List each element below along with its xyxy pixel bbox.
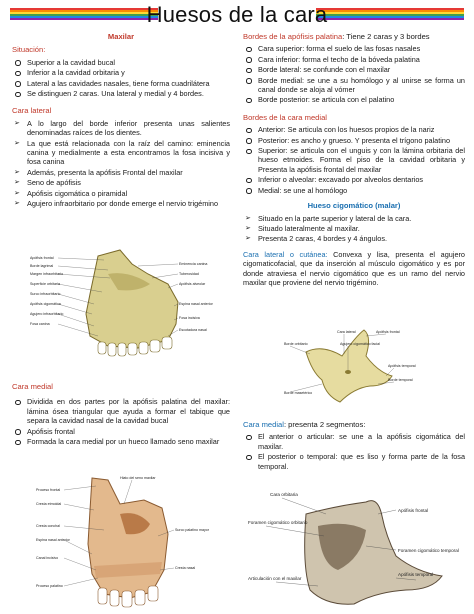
cara-lateral-lead: Cara lateral o cutánea:	[243, 249, 328, 259]
figure-label: Proceso palatino	[36, 584, 63, 588]
bordes-palatina-title: Bordes de la apófisis palatina	[243, 32, 343, 41]
cigomatico-list	[243, 214, 465, 244]
list-item: ➢ La que está relacionada con la raíz del camino: eminencia canina y medialmente a esta encontramos la fosa incisiva y fosa canina	[12, 139, 230, 167]
figure-label: Surco infraorbitario	[30, 292, 61, 296]
figure-label: Apófisis alveolar	[179, 282, 206, 286]
figure-label: Cara lateral	[337, 330, 356, 334]
maxilla-medial-figure	[34, 474, 220, 610]
figure-label: Fosa canina	[30, 322, 50, 326]
list-item: ➢ Situado en la parte superior y lateral de la cara.	[243, 214, 465, 223]
cara-lateral-paragraph	[243, 250, 465, 288]
cara-medial-lead: Cara medial	[243, 420, 284, 429]
figure-label: Agujero cigomático facial	[340, 342, 380, 346]
figure-label: Apófisis frontal	[376, 330, 400, 334]
figure-label: Foramen cigomático temporal	[398, 548, 459, 553]
cara-medial-list	[12, 397, 230, 446]
list-item: Superior: se articula con el unguis y con la lámina orbitaria del hueso etmoides. Forma el piso de la cavidad orbitaria y Presenta la apófisis frontal del maxilar	[243, 146, 465, 174]
list-item: Borde lateral: se confunde con el maxilar	[243, 65, 465, 74]
figure-label: Apófisis temporal	[388, 364, 416, 368]
list-item: Cara superior: forma el suelo de las fosas nasales	[243, 44, 465, 53]
cara-medial-heading	[243, 420, 465, 429]
bordes-medial-list	[243, 125, 465, 195]
figure-label: Eminencia canina	[179, 262, 208, 266]
figure-label: Apófisis frontal	[398, 508, 429, 513]
cara-lateral-heading: Cara lateral	[12, 106, 52, 116]
list-item: El anterior o articular: se une a la apófisis cigomática del maxilar.	[243, 432, 465, 451]
zygomatic-medial-figure	[246, 486, 468, 610]
situacion-heading: Situación:	[12, 45, 46, 55]
figure-label: Hiato del seno maxilar	[120, 476, 156, 480]
figure-label: Superficie orbitaria	[30, 282, 60, 286]
figure-label: Margen infraorbitario	[30, 272, 64, 276]
figure-label: Espina nasal anterior	[179, 302, 213, 306]
figure-label: Agujero infraorbitario	[30, 312, 64, 316]
figure-label: Borde masetérico	[284, 391, 313, 395]
figure-label: Cara orbitaria	[270, 492, 298, 497]
list-item: Inferior a la cavidad orbitaria y	[12, 68, 230, 77]
bordes-medial-heading: Bordes de la cara medial	[243, 112, 327, 122]
figure-label: Foramen cigomático orbitario	[248, 520, 308, 525]
page-title: Huesos de la cara	[146, 2, 328, 27]
bordes-palatina-suffix: : Tiene 2 caras y 3 bordes	[342, 32, 430, 41]
cara-medial-heading: Cara medial	[12, 382, 53, 391]
figure-label: Tuberosidad	[179, 272, 199, 276]
figure-label: Borde lagrimal	[30, 264, 54, 268]
cara-medial-zygomatic-section	[243, 420, 465, 472]
figure-label: Escotadura nasal	[179, 328, 207, 332]
maxilla-lateral-figure	[28, 244, 213, 364]
list-item: Inferior o alveolar: excavado por alveolos dentarios	[243, 175, 465, 184]
figure-label: Fosa incisiva	[179, 316, 200, 320]
figure-label: Apófisis cigomática	[30, 302, 61, 306]
figure-label: Canal incisivo	[36, 556, 59, 560]
bordes-palatina-list	[243, 44, 465, 104]
list-item: Apófisis frontal	[12, 427, 230, 436]
list-item: Dividida en dos partes por la apófisis palatina del maxilar: lámina ósea triangular que ayuda a formar el tabique que separa la cavidad nasal de la cavidad bucal	[12, 397, 230, 425]
cara-medial-suffix: : presenta 2 segmentos:	[283, 420, 366, 429]
figure-label: Espina nasal anterior	[36, 538, 70, 542]
right-column	[243, 32, 465, 290]
list-item: ➢ A lo largo del borde inferior presenta unas salientes denominadas raíces de los dientes.	[12, 119, 230, 138]
list-item: ➢ Presenta 2 caras, 4 bordes y 4 ángulos.	[243, 234, 465, 243]
figure-label: Borde temporal	[388, 378, 413, 382]
list-item: ➢ Apófisis cigomática o piramidal	[12, 189, 230, 198]
figure-label: Proceso frontal	[36, 488, 61, 492]
list-item: Superior a la cavidad bucal	[12, 58, 230, 67]
cigomatico-heading: Hueso cigomático (malar)	[307, 201, 401, 211]
list-item: ➢ Situado lateralmente al maxilar.	[243, 224, 465, 233]
list-item: Borde posterior: se articula con el palatino	[243, 95, 465, 104]
list-item: Formada la cara medial por un hueco llamado seno maxilar	[12, 437, 230, 446]
figure-label: Cresta conchal	[36, 524, 60, 528]
figure-label: Borde orbitario	[284, 342, 308, 346]
bordes-palatina-heading	[243, 32, 465, 41]
cara-lateral-list	[12, 119, 230, 209]
maxilar-heading: Maxilar	[107, 32, 135, 41]
list-item: Borde medial: se une a su homólogo y al unirse se forma un canal donde se aloja al vómer	[243, 76, 465, 95]
figure-label: Surco palatino mayor	[175, 528, 209, 532]
left-column	[12, 32, 230, 210]
cara-medial-section	[12, 382, 230, 447]
list-item: Cara inferior: forma el techo de la bóveda palatina	[243, 55, 465, 64]
list-item: Se distinguen 2 caras. Una lateral y medial y 4 bordes.	[12, 89, 230, 98]
list-item: ➢ Seno de apófisis	[12, 178, 230, 187]
figure-label: Apófisis frontal	[30, 256, 54, 260]
figure-label: Cresta etmoidal	[36, 502, 62, 506]
figure-label: Articulación con el maxilar	[248, 576, 302, 581]
list-item: ➢ Además, presenta la apófisis Frontal del maxilar	[12, 168, 230, 177]
figure-label: Cresta nasal	[175, 566, 196, 570]
list-item: Medial: se une al homólogo	[243, 186, 465, 195]
list-item: Lateral a las cavidades nasales, tiene forma cuadrilátera	[12, 79, 230, 88]
list-item: Anterior: Se articula con los huesos propios de la nariz	[243, 125, 465, 134]
cara-lateral-text: Convexa y lisa, presenta el agujero cigomaticofacial, que da inserción al músculo cigomático y es por donde atraviesa el nervio cigomático que es un ramo del nervio maxilar que proviene del nervio trigémino.	[243, 249, 465, 287]
figure-label: Apófisis temporal	[398, 572, 434, 577]
list-item: Posterior: es ancho y grueso. Y presenta el trígono palatino	[243, 136, 465, 145]
list-item: El posterior o temporal: que es liso y forma parte de la fosa temporal.	[243, 452, 465, 471]
list-item: ➢ Agujero infraorbitario por donde emerge el nervio trigémino	[12, 199, 230, 208]
situacion-list	[12, 58, 230, 99]
zygomatic-lateral-figure	[282, 326, 416, 410]
cara-medial-zygomatic-list	[243, 432, 465, 471]
